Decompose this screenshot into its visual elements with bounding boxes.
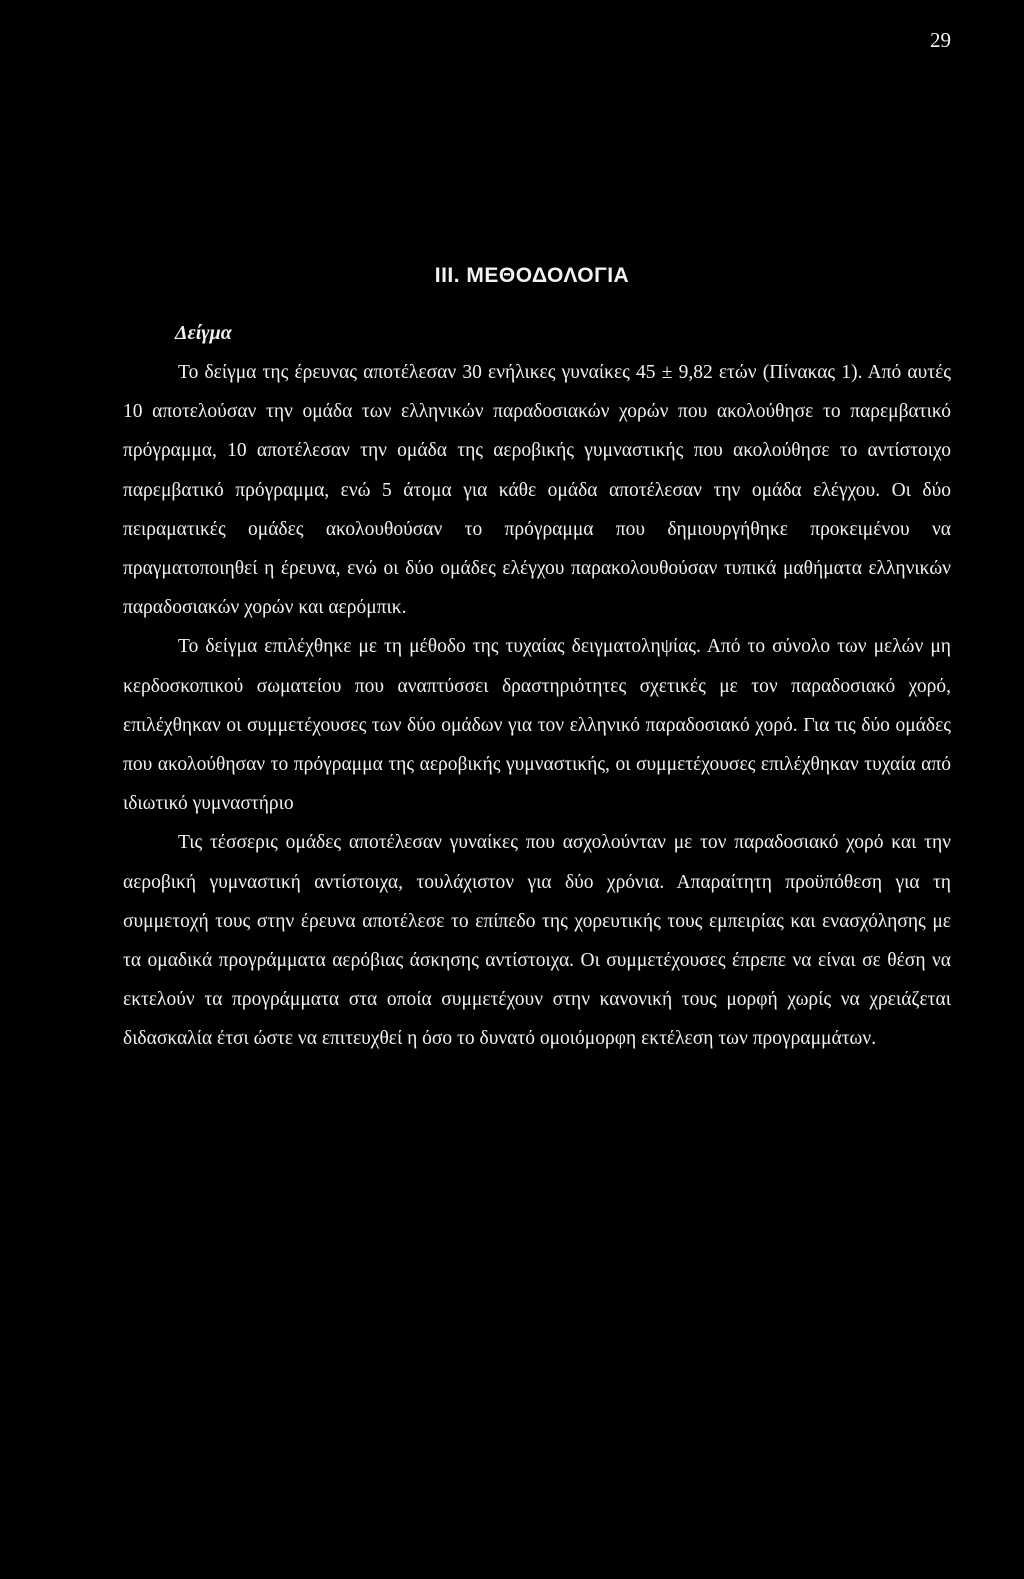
section-heading: III. ΜΕΘΟΔΟΛΟΓΙΑ [434,264,630,287]
paragraph-group-criteria: Τις τέσσερις ομάδες αποτέλεσαν γυναίκες που ασχολούνταν με τον παραδοσιακό χορό και την αεροβική γυμναστική αντίστοιχα, τουλάχιστον για δύο χρόνια. Απαραίτητη προϋπόθεση για τη συμμετοχή τους στην έρευνα αποτέλεσε το επίπεδο της χορευτικής τους εμπειρίας και ενασχόλησης με τα ομαδικά προγράμματα αερόβιας άσκησης αντίστοιχα. Οι συμμετέχουσες έπρεπε να είναι σε θέση να εκτελούν τα προγράμματα στα οποία συμμετέχουν στην κανονική τους μορφή χωρίς να χρειάζεται διδασκαλία έτσι ώστε να επιτευχθεί η όσο το δυνατό ομοιόμορφη εκτέλεση των προγραμμάτων. [123,832,951,1050]
subsection-heading: Δείγμα [175,322,232,344]
page-number: 29 [930,28,951,52]
body-text [123,353,951,1059]
paragraph-sample-composition: Το δείγμα της έρευνας αποτέλεσαν 30 ενήλικες γυναίκες 45 ± 9,82 ετών (Πίνακας 1). Από αυτές 10 αποτελούσαν την ομάδα των ελληνικών παραδοσιακών χορών που ακολούθησε το παρεμβατικό πρόγραμμα, 10 αποτέλεσαν την ομάδα της αεροβικής γυμναστικής που ακολούθησε το αντίστοιχο παρεμβατικό πρόγραμμα, ενώ 5 άτομα για κάθε ομάδα αποτέλεσαν την ομάδα ελέγχου. Οι δύο πειραματικές ομάδες ακολουθούσαν το πρόγραμμα που δημιουργήθηκε προκειμένου να πραγματοποιηθεί η έρευνα, ενώ οι δύο ομάδες ελέγχου παρακολουθούσαν τυπικά μαθήματα ελληνικών παραδοσιακών χορών και αερόμπικ. [123,362,951,619]
paragraph-sampling-method: Το δείγμα επιλέχθηκε με τη μέθοδο της τυχαίας δειγματοληψίας. Από το σύνολο των μελών μη κερδοσκοπικού σωματείου που αναπτύσσει δραστηριότητες σχετικές με τον παραδοσιακό χορό, επιλέχθηκαν οι συμμετέχουσες των δύο ομάδων για τον ελληνικό παραδοσιακό χορό. Για τις δύο ομάδες που ακολούθησαν το πρόγραμμα της αεροβικής γυμναστικής, οι συμμετέχουσες επιλέχθηκαν τυχαία από ιδιωτικό γυμναστήριο [123,636,951,815]
